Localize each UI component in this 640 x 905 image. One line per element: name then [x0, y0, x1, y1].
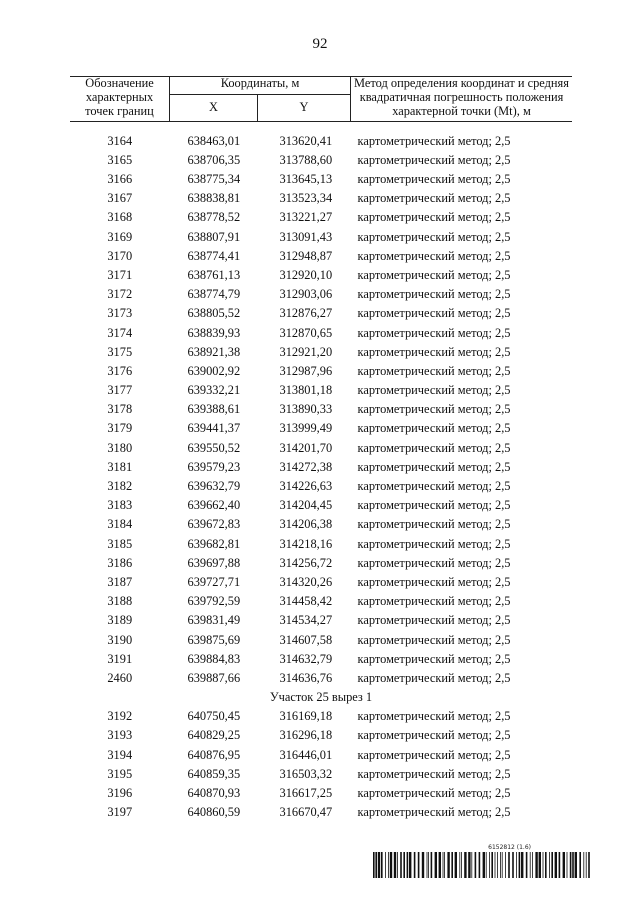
- point-id-cell: 3178: [107, 402, 133, 417]
- y-coordinate-cell: 314632,79: [279, 651, 333, 666]
- method-cell: картометрический метод; 2,5: [357, 172, 511, 187]
- y-coordinate-cell: 313890,33: [279, 402, 333, 417]
- y-coordinate-cell: 313221,27: [279, 210, 333, 225]
- method-cell: картометрический метод; 2,5: [357, 747, 511, 762]
- method-cell: картометрический метод; 2,5: [357, 613, 511, 628]
- table-body: [70, 132, 572, 823]
- method-cell: картометрический метод; 2,5: [357, 574, 511, 589]
- y-coordinate-cell: 313091,43: [279, 229, 333, 244]
- table-row: [70, 420, 572, 439]
- point-id-cell: 3167: [107, 191, 133, 206]
- page-number: 92: [312, 36, 328, 52]
- table-row: [70, 228, 572, 247]
- method-cell: картометрический метод; 2,5: [357, 517, 511, 532]
- point-id-cell: 3192: [107, 709, 133, 724]
- x-coordinate-cell: 638839,93: [187, 325, 241, 340]
- y-coordinate-cell: 314636,76: [279, 670, 333, 685]
- x-coordinate-cell: 639682,81: [187, 536, 241, 551]
- y-coordinate-cell: 313620,41: [279, 133, 333, 148]
- x-coordinate-cell: 639875,69: [187, 632, 241, 647]
- point-id-cell: 3189: [107, 613, 133, 628]
- header-point-label: Обозначение характерных точек границ: [70, 77, 170, 122]
- x-coordinate-cell: 639662,40: [187, 498, 241, 513]
- x-coordinate-cell: 639550,52: [187, 440, 241, 455]
- method-cell: картометрический метод; 2,5: [357, 709, 511, 724]
- y-coordinate-cell: 316670,47: [279, 805, 333, 820]
- table-row: [70, 593, 572, 612]
- point-id-cell: 3171: [107, 267, 133, 282]
- point-id-cell: 3170: [107, 248, 133, 263]
- y-coordinate-cell: 314226,63: [279, 479, 333, 494]
- x-coordinate-cell: 639002,92: [187, 363, 241, 378]
- header-divider: [70, 122, 572, 133]
- x-coordinate-cell: 640859,35: [187, 766, 241, 781]
- x-coordinate-cell: 639332,21: [187, 383, 241, 398]
- point-id-cell: 3175: [107, 344, 133, 359]
- coordinates-table: [70, 76, 572, 823]
- method-cell: картометрический метод; 2,5: [357, 498, 511, 513]
- table-row: [70, 535, 572, 554]
- table-row: [70, 170, 572, 189]
- y-coordinate-cell: 314204,45: [279, 498, 333, 513]
- method-cell: картометрический метод; 2,5: [357, 363, 511, 378]
- method-cell: картометрический метод; 2,5: [357, 287, 511, 302]
- y-coordinate-cell: 312921,20: [279, 344, 333, 359]
- table-row: [70, 362, 572, 381]
- y-coordinate-cell: 312876,27: [279, 306, 333, 321]
- point-id-cell: 3180: [107, 440, 133, 455]
- point-id-cell: 3166: [107, 172, 133, 187]
- point-id-cell: 3190: [107, 632, 133, 647]
- x-coordinate-cell: 640829,25: [187, 728, 241, 743]
- table-row: [70, 305, 572, 324]
- x-coordinate-cell: 639887,66: [187, 670, 241, 685]
- method-cell: картометрический метод; 2,5: [357, 479, 511, 494]
- header-y: Y: [258, 95, 351, 122]
- x-coordinate-cell: 638774,41: [187, 248, 241, 263]
- table-row: [70, 612, 572, 631]
- method-cell: картометрический метод; 2,5: [357, 766, 511, 781]
- x-coordinate-cell: 639579,23: [187, 459, 241, 474]
- x-coordinate-cell: 639632,79: [187, 479, 241, 494]
- x-coordinate-cell: 638805,52: [187, 306, 241, 321]
- y-coordinate-cell: 312870,65: [279, 325, 333, 340]
- x-coordinate-cell: 638778,52: [187, 210, 241, 225]
- point-id-cell: 3172: [107, 287, 133, 302]
- table-row: [70, 132, 572, 151]
- x-coordinate-cell: 638921,38: [187, 344, 241, 359]
- barcode-bars: [373, 852, 591, 878]
- point-id-cell: 3164: [107, 133, 133, 148]
- method-cell: картометрический метод; 2,5: [357, 421, 511, 436]
- y-coordinate-cell: 316446,01: [279, 747, 333, 762]
- y-coordinate-cell: 316503,32: [279, 766, 333, 781]
- table-row: [70, 266, 572, 285]
- point-id-cell: 2460: [107, 670, 133, 685]
- method-cell: картометрический метод; 2,5: [357, 459, 511, 474]
- point-id-cell: 3196: [107, 786, 133, 801]
- table-row: [70, 324, 572, 343]
- x-coordinate-cell: 639884,83: [187, 651, 241, 666]
- point-id-cell: 3193: [107, 728, 133, 743]
- point-id-cell: 3183: [107, 498, 133, 513]
- barcode-label: 6152812 (1.6): [488, 844, 531, 851]
- y-coordinate-cell: 316169,18: [279, 709, 333, 724]
- table-row: [70, 746, 572, 765]
- y-coordinate-cell: 316296,18: [279, 728, 333, 743]
- x-coordinate-cell: 638774,79: [187, 287, 241, 302]
- section-heading-row: [70, 688, 572, 707]
- method-cell: картометрический метод; 2,5: [357, 325, 511, 340]
- point-id-cell: 3177: [107, 383, 133, 398]
- point-id-cell: 3191: [107, 651, 133, 666]
- method-cell: картометрический метод; 2,5: [357, 402, 511, 417]
- header-coordinates: Координаты, м: [170, 77, 351, 95]
- method-cell: картометрический метод; 2,5: [357, 267, 511, 282]
- method-cell: картометрический метод; 2,5: [357, 594, 511, 609]
- x-coordinate-cell: 638463,01: [187, 133, 241, 148]
- point-id-cell: 3176: [107, 363, 133, 378]
- y-coordinate-cell: 312948,87: [279, 248, 333, 263]
- table-row: [70, 573, 572, 592]
- point-id-cell: 3197: [107, 805, 133, 820]
- table-header: [70, 77, 572, 133]
- table-row: [70, 381, 572, 400]
- y-coordinate-cell: 314206,38: [279, 517, 333, 532]
- method-cell: картометрический метод; 2,5: [357, 133, 511, 148]
- x-coordinate-cell: 638775,34: [187, 172, 241, 187]
- point-id-cell: 3194: [107, 747, 133, 762]
- table-row: [70, 650, 572, 669]
- section-heading: Участок 25 вырез 1: [269, 690, 373, 705]
- method-cell: картометрический метод; 2,5: [357, 728, 511, 743]
- table-row: [70, 209, 572, 228]
- x-coordinate-cell: 638838,81: [187, 191, 241, 206]
- method-cell: картометрический метод; 2,5: [357, 670, 511, 685]
- table-row: [70, 151, 572, 170]
- method-cell: картометрический метод; 2,5: [357, 344, 511, 359]
- table-row: [70, 458, 572, 477]
- y-coordinate-cell: 312920,10: [279, 267, 333, 282]
- table-row: [70, 708, 572, 727]
- point-id-cell: 3184: [107, 517, 133, 532]
- header-method: Метод определения координат и средняя квадратичная погрешность положения характерной точки (Mt), м: [351, 77, 573, 122]
- point-id-cell: 3181: [107, 459, 133, 474]
- point-id-cell: 3165: [107, 152, 133, 167]
- method-cell: картометрический метод; 2,5: [357, 383, 511, 398]
- point-id-cell: 3185: [107, 536, 133, 551]
- point-id-cell: 3182: [107, 479, 133, 494]
- y-coordinate-cell: 314320,26: [279, 574, 333, 589]
- y-coordinate-cell: 313801,18: [279, 383, 333, 398]
- table-row: [70, 554, 572, 573]
- x-coordinate-cell: 638807,91: [187, 229, 241, 244]
- y-coordinate-cell: 313523,34: [279, 191, 333, 206]
- method-cell: картометрический метод; 2,5: [357, 229, 511, 244]
- method-cell: картометрический метод; 2,5: [357, 306, 511, 321]
- method-cell: картометрический метод; 2,5: [357, 786, 511, 801]
- method-cell: картометрический метод; 2,5: [357, 805, 511, 820]
- y-coordinate-cell: 312987,96: [279, 363, 333, 378]
- x-coordinate-cell: 639388,61: [187, 402, 241, 417]
- y-coordinate-cell: 314458,42: [279, 594, 333, 609]
- method-cell: картометрический метод; 2,5: [357, 536, 511, 551]
- point-id-cell: 3179: [107, 421, 133, 436]
- table-row: [70, 477, 572, 496]
- table-row: [70, 631, 572, 650]
- point-id-cell: 3195: [107, 766, 133, 781]
- y-coordinate-cell: 314256,72: [279, 555, 333, 570]
- y-coordinate-cell: 313645,13: [279, 172, 333, 187]
- y-coordinate-cell: 313788,60: [279, 152, 333, 167]
- x-coordinate-cell: 639697,88: [187, 555, 241, 570]
- method-cell: картометрический метод; 2,5: [357, 152, 511, 167]
- y-coordinate-cell: 314607,58: [279, 632, 333, 647]
- table-row: [70, 804, 572, 823]
- y-coordinate-cell: 314272,38: [279, 459, 333, 474]
- x-coordinate-cell: 639792,59: [187, 594, 241, 609]
- table-row: [70, 669, 572, 688]
- table-row: [70, 401, 572, 420]
- table-row: [70, 727, 572, 746]
- table-row: [70, 247, 572, 266]
- x-coordinate-cell: 640876,95: [187, 747, 241, 762]
- point-id-cell: 3188: [107, 594, 133, 609]
- point-id-cell: 3174: [107, 325, 133, 340]
- y-coordinate-cell: 316617,25: [279, 786, 333, 801]
- method-cell: картометрический метод; 2,5: [357, 191, 511, 206]
- point-id-cell: 3169: [107, 229, 133, 244]
- table-row: [70, 784, 572, 803]
- table-row: [70, 765, 572, 784]
- x-coordinate-cell: 640870,93: [187, 786, 241, 801]
- y-coordinate-cell: 314218,16: [279, 536, 333, 551]
- y-coordinate-cell: 314201,70: [279, 440, 333, 455]
- y-coordinate-cell: 314534,27: [279, 613, 333, 628]
- method-cell: картометрический метод; 2,5: [357, 555, 511, 570]
- header-x: X: [170, 95, 258, 122]
- point-id-cell: 3173: [107, 306, 133, 321]
- y-coordinate-cell: 312903,06: [279, 287, 333, 302]
- method-cell: картометрический метод; 2,5: [357, 210, 511, 225]
- method-cell: картометрический метод; 2,5: [357, 248, 511, 263]
- x-coordinate-cell: 639831,49: [187, 613, 241, 628]
- point-id-cell: 3187: [107, 574, 133, 589]
- x-coordinate-cell: 640860,59: [187, 805, 241, 820]
- method-cell: картометрический метод; 2,5: [357, 632, 511, 647]
- x-coordinate-cell: 639672,83: [187, 517, 241, 532]
- point-id-cell: 3186: [107, 555, 133, 570]
- x-coordinate-cell: 638706,35: [187, 152, 241, 167]
- table-row: [70, 439, 572, 458]
- barcode: [373, 844, 591, 878]
- table-row: [70, 516, 572, 535]
- y-coordinate-cell: 313999,49: [279, 421, 333, 436]
- x-coordinate-cell: 639441,37: [187, 421, 241, 436]
- x-coordinate-cell: 640750,45: [187, 709, 241, 724]
- method-cell: картометрический метод; 2,5: [357, 651, 511, 666]
- table-row: [70, 286, 572, 305]
- method-cell: картометрический метод; 2,5: [357, 440, 511, 455]
- table-row: [70, 497, 572, 516]
- table-row: [70, 190, 572, 209]
- x-coordinate-cell: 638761,13: [187, 267, 241, 282]
- x-coordinate-cell: 639727,71: [187, 574, 241, 589]
- table-row: [70, 343, 572, 362]
- point-id-cell: 3168: [107, 210, 133, 225]
